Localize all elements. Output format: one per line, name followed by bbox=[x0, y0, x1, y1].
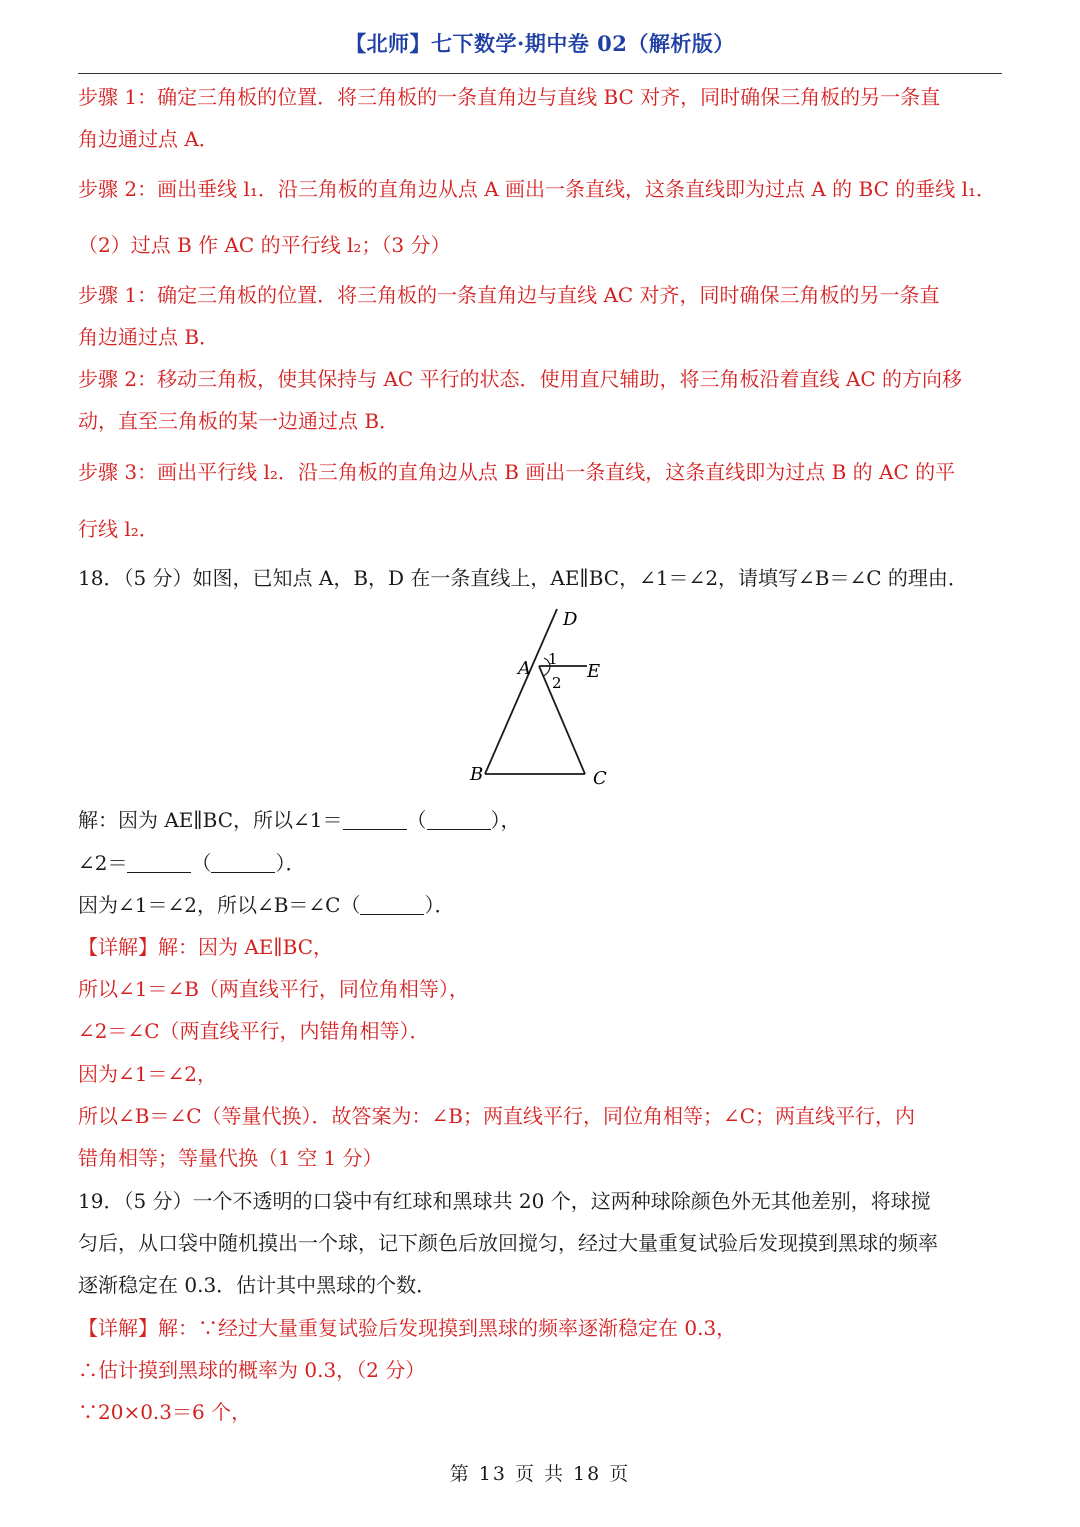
question-18: 18．（5 分）如图，已知点 A，B，D 在一条直线上，AE∥BC，∠1＝∠2，请填写∠B＝∠C 的理由． bbox=[78, 566, 968, 590]
detail-line: 因为∠1＝∠2， bbox=[78, 1062, 217, 1086]
label-c: C bbox=[593, 768, 607, 789]
solution-text: ）． bbox=[275, 851, 306, 875]
solution-text: （ bbox=[406, 808, 427, 832]
answer-blank bbox=[211, 852, 275, 873]
line-ac bbox=[539, 666, 585, 774]
detail-line: 【详解】解：因为 AE∥BC， bbox=[78, 935, 334, 959]
detail-line: ∠2＝∠C（两直线平行，内错角相等）． bbox=[78, 1019, 430, 1043]
question-19: 逐渐稳定在 0.3．估计其中黑球的个数． bbox=[78, 1273, 437, 1297]
page-footer: 第 13 页 共 18 页 bbox=[449, 1463, 631, 1485]
detail-line: 错角相等；等量代换（1 空 1 分） bbox=[78, 1146, 383, 1170]
answer-line: 角边通过点 A． bbox=[78, 127, 219, 151]
label-angle-1: 1 bbox=[548, 650, 558, 668]
label-a: A bbox=[518, 658, 531, 679]
geometry-figure bbox=[455, 604, 625, 794]
solution-line-1 bbox=[78, 805, 1008, 835]
answer-line: 步骤 2：移动三角板，使其保持与 AC 平行的状态．使用直尺辅助，将三角板沿着直线 AC 的方向移 bbox=[78, 367, 963, 391]
label-d: D bbox=[563, 609, 578, 630]
answer-line: 步骤 1：确定三角板的位置．将三角板的一条直角边与直线 AC 对齐，同时确保三角板的另一条直 bbox=[78, 283, 940, 307]
solution-text: ∠2＝ bbox=[78, 851, 128, 875]
page-header-title: 【北师】七下数学·期中卷 02（解析版） bbox=[345, 31, 735, 56]
solution-text: ）， bbox=[490, 808, 521, 832]
solution-text: 解：因为 AE∥BC，所以∠1＝ bbox=[78, 808, 343, 832]
answer-line: 行线 l₂． bbox=[78, 517, 159, 541]
header-divider bbox=[78, 73, 1002, 74]
solution-text: ）． bbox=[424, 893, 455, 917]
solution-text: （ bbox=[191, 851, 212, 875]
solution-line-2 bbox=[78, 848, 1008, 878]
solution-line-3 bbox=[78, 890, 1008, 920]
line-bd bbox=[485, 609, 557, 774]
label-b: B bbox=[470, 764, 484, 785]
label-e: E bbox=[587, 661, 601, 682]
detail-line: 所以∠1＝∠B（两直线平行，同位角相等）， bbox=[78, 977, 469, 1001]
answer-line: 步骤 3：画出平行线 l₂．沿三角板的直角边从点 B 画出一条直线，这条直线即为过点 B 的 AC 的平 bbox=[78, 460, 956, 484]
question-19: 匀后，从口袋中随机摸出一个球，记下颜色后放回搅匀，经过大量重复试验后发现摸到黑球的频率 bbox=[78, 1231, 938, 1255]
detail-line: 【详解】解：∵经过大量重复试验后发现摸到黑球的频率逐渐稳定在 0.3， bbox=[78, 1316, 737, 1340]
answer-blank bbox=[127, 852, 191, 873]
label-angle-2: 2 bbox=[552, 674, 562, 692]
solution-text: 因为∠1＝∠2，所以∠B＝∠C（ bbox=[78, 893, 361, 917]
detail-line: ∴估计摸到黑球的概率为 0.3，（2 分） bbox=[78, 1358, 426, 1382]
answer-blank bbox=[427, 809, 491, 830]
answer-line: 动，直至三角板的某一边通过点 B． bbox=[78, 409, 400, 433]
answer-blank bbox=[360, 894, 424, 915]
question-19: 19．（5 分）一个不透明的口袋中有红球和黑球共 20 个，这两种球除颜色外无其他差别，将球搅 bbox=[78, 1189, 931, 1213]
answer-line: （2）过点 B 作 AC 的平行线 l₂；（3 分） bbox=[78, 233, 451, 257]
answer-line: 步骤 1：确定三角板的位置．将三角板的一条直角边与直线 BC 对齐，同时确保三角板的另一条直 bbox=[78, 85, 941, 109]
answer-line: 步骤 2：画出垂线 l₁．沿三角板的直角边从点 A 画出一条直线，这条直线即为过点 A 的 BC 的垂线 l₁． bbox=[78, 177, 997, 201]
answer-line: 角边通过点 B． bbox=[78, 325, 220, 349]
detail-line: 所以∠B＝∠C（等量代换）．故答案为：∠B；两直线平行，同位角相等；∠C；两直线平行，内 bbox=[78, 1104, 916, 1128]
detail-line: ∵20×0.3＝6 个， bbox=[78, 1400, 252, 1424]
answer-blank bbox=[343, 809, 407, 830]
